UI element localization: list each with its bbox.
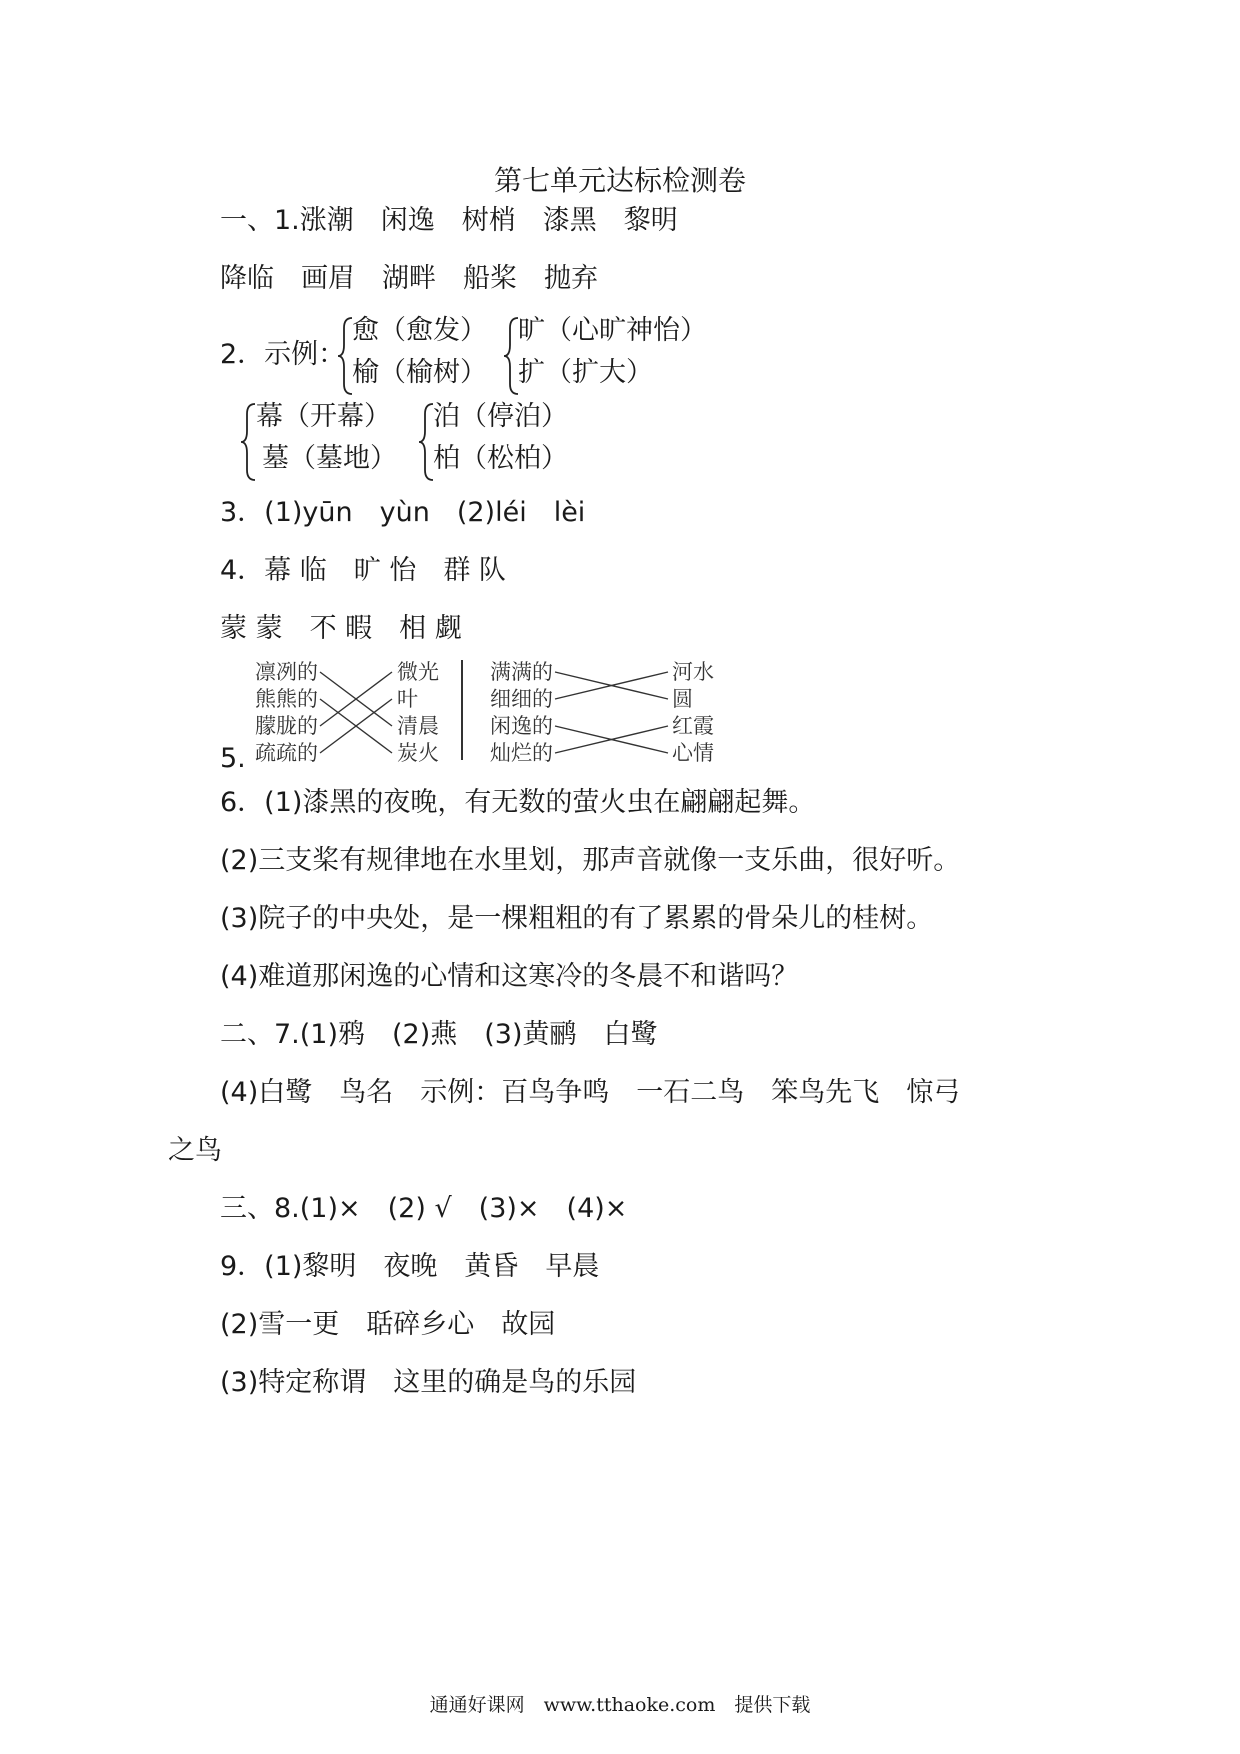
q5-right-noun-3: 红霞 <box>672 714 714 738</box>
q5-left-adj-2: 熊熊的 <box>255 687 318 711</box>
q5-left-adj-3: 朦胧的 <box>255 714 318 738</box>
page-title: 第七单元达标检测卷 <box>493 164 746 197</box>
q7-line1: 二、7.(1)鸦 (2)燕 (3)黄鹂 白鹭 <box>220 1019 658 1050</box>
q2-group4-b: 柏（松柏） <box>433 443 568 474</box>
q5-right-adj-4: 灿烂的 <box>490 741 553 765</box>
q2-group4-a: 泊（停泊） <box>433 401 568 432</box>
q2-group3-a: 幕（开幕） <box>256 401 391 432</box>
q6-3: (3)院子的中央处，是一棵粗粗的有了累累的骨朵儿的桂树。 <box>220 903 934 934</box>
q5-left-noun-3: 清晨 <box>397 714 439 738</box>
q1-line2: 降临 画眉 湖畔 船桨 抛弃 <box>220 263 598 294</box>
q6-4: (4)难道那闲逸的心情和这寒冷的冬晨不和谐吗？ <box>220 961 799 992</box>
q5-label: 5. <box>220 743 246 774</box>
q5-right-adj-1: 满满的 <box>490 660 553 684</box>
q5-left-adj-4: 疏疏的 <box>255 741 318 765</box>
q5-right-noun-1: 河水 <box>672 660 714 684</box>
q4-line1: 4．幕 临 旷 怡 群 队 <box>220 555 506 586</box>
q5-left-noun-4: 炭火 <box>397 741 439 765</box>
q2-group1-b: 榆（榆树） <box>352 357 487 388</box>
q5-left-noun-1: 微光 <box>397 660 439 684</box>
q7-line3: 之鸟 <box>168 1135 222 1166</box>
q5-right-noun-2: 圆 <box>672 687 693 711</box>
q5-right-adj-2: 细细的 <box>490 687 553 711</box>
q5-right-adj-3: 闲逸的 <box>490 714 553 738</box>
q6-2: (2)三支桨有规律地在水里划，那声音就像一支乐曲，很好听。 <box>220 845 961 876</box>
q5-right-noun-4: 心情 <box>672 741 714 765</box>
q3: 3．(1)yūn yùn (2)léi lèi <box>220 497 586 528</box>
q5-left-adj-1: 凛冽的 <box>255 660 318 684</box>
q9-2: (2)雪一更 聒碎乡心 故园 <box>220 1309 556 1340</box>
q2-group2-a: 旷（心旷神怡） <box>518 315 707 346</box>
q8: 三、8.(1)× (2) √ (3)× (4)× <box>220 1193 628 1224</box>
q9-3: (3)特定称谓 这里的确是鸟的乐园 <box>220 1367 637 1398</box>
q6-1: 6．(1)漆黑的夜晚，有无数的萤火虫在翩翩起舞。 <box>220 787 816 818</box>
q2-group2-b: 扩（扩大） <box>518 357 653 388</box>
q2-group3-b: 墓（墓地） <box>262 443 397 474</box>
q2-prefix: 2．示例： <box>220 339 346 370</box>
q2-group1-a: 愈（愈发） <box>352 315 487 346</box>
footer-credit: 通通好课网 www.tthaoke.com 提供下载 <box>429 1694 811 1716</box>
q9-1: 9．(1)黎明 夜晚 黄昏 早晨 <box>220 1251 600 1282</box>
q7-line2: (4)白鹭 鸟名 示例：百鸟争鸣 一石二鸟 笨鸟先飞 惊弓 <box>220 1077 961 1108</box>
q5-left-noun-2: 叶 <box>397 687 418 711</box>
q1-line1: 一、1.涨潮 闲逸 树梢 漆黑 黎明 <box>220 205 678 236</box>
q4-line2: 蒙 蒙 不 暇 相 觑 <box>220 613 462 644</box>
